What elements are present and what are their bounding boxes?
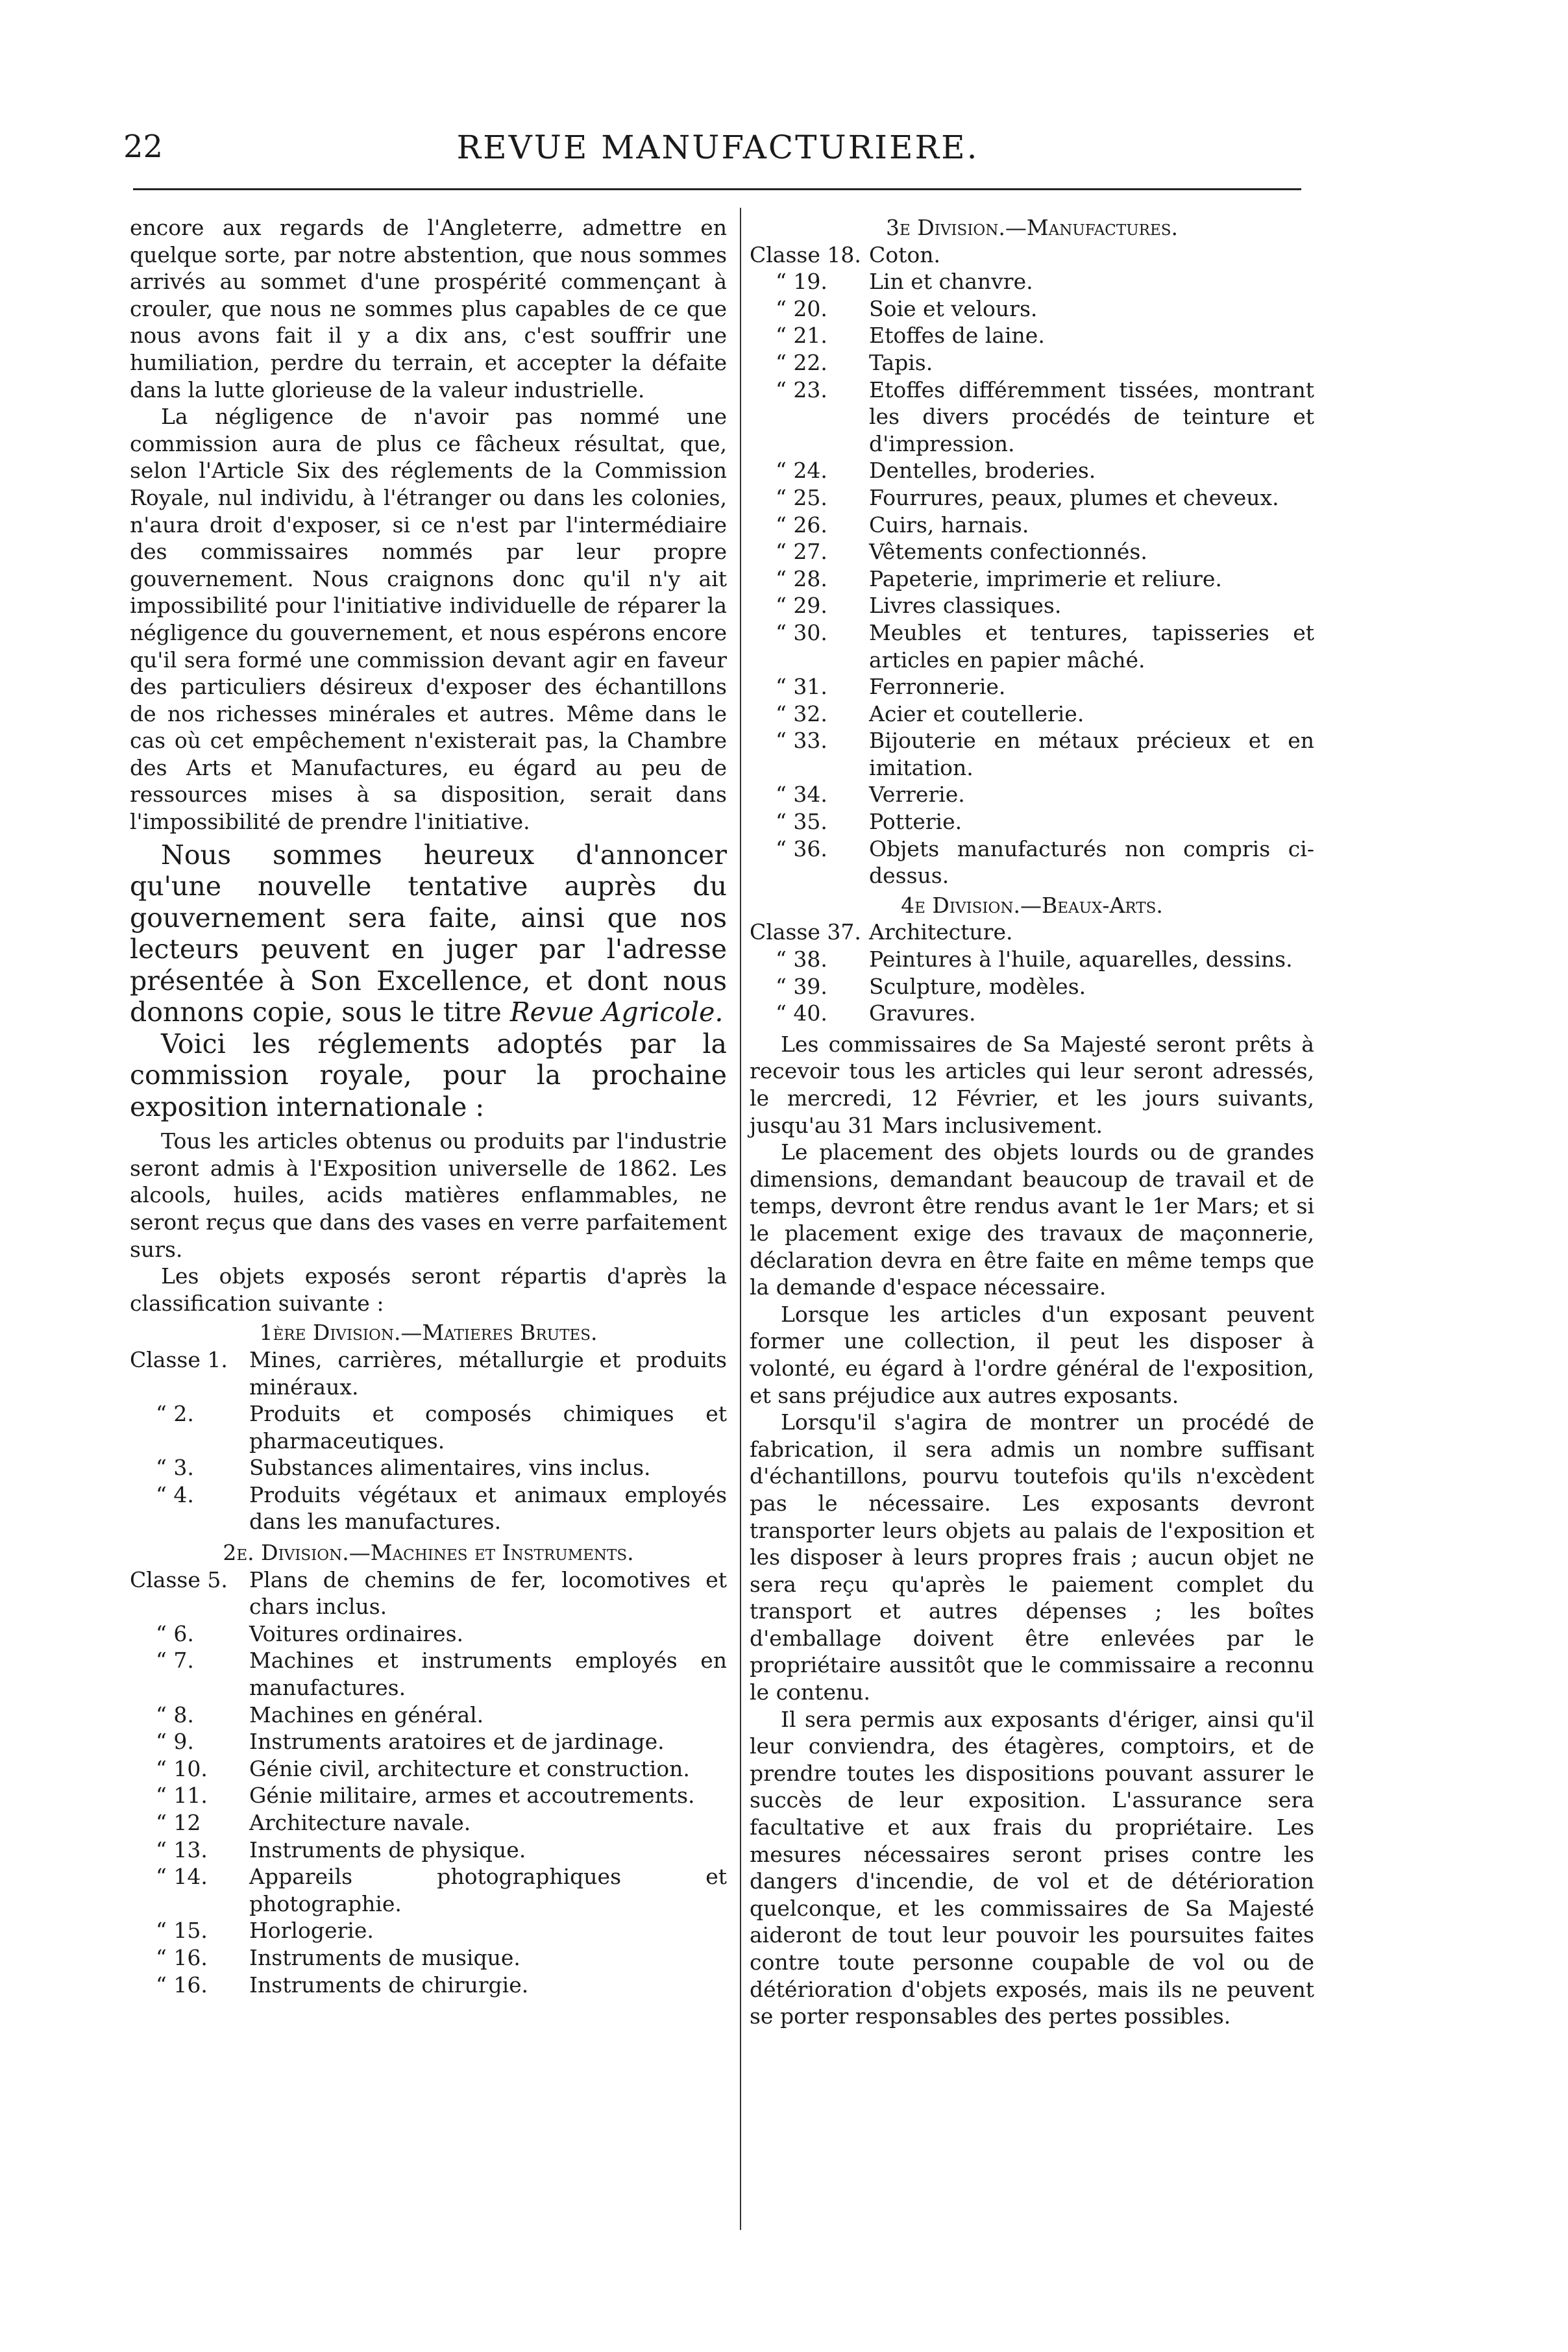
italic-title: Revue Agricole. [509, 997, 724, 1028]
class-text: Génie militaire, armes et accoutrements. [249, 1783, 695, 1809]
class-text: Produits végétaux et animaux employés dans les manufactures. [249, 1481, 727, 1535]
class-text: Soie et velours. [869, 295, 1038, 321]
list-item [750, 538, 1314, 565]
paragraph: Le placement des objets lourds ou de grandes dimensions, demandant beaucoup de travail et de temps, devront être rendus avant le 1er Mars; et si le placement exige des travaux de maçonnerie, déclaration devra en être faite en même temps que la demande d'espace nécessaire. [750, 1139, 1314, 1300]
class-label: “ 6. [156, 1620, 194, 1646]
class-label: “ 14. [156, 1864, 208, 1890]
class-label: “ 27. [776, 539, 827, 565]
list-item [750, 377, 1314, 458]
class-text: Etoffes de laine. [869, 323, 1045, 349]
class-label: “ 29. [776, 593, 827, 619]
class-list [130, 1346, 727, 1535]
page-header [123, 129, 1312, 174]
list-item [750, 241, 1314, 269]
class-label: “ 38. [776, 947, 827, 972]
paragraph: Il sera permis aux exposants d'ériger, ainsi qu'il leur conviendra, des étagères, comptoirs, et de prendre toutes les dispositions pouvant assurer le succès de leur exposition. L'assurance sera facultative et aux frais du propriétaire. Les mesures nécessaires seront prises contre les dangers d'incendie, de vol et de détérioration quelconque, et les commissaires de Sa Majesté aideront de tout leur pouvoir les poursuites faites contre toute personne coupable de vol ou de détérioration d'objets exposés, mais ils ne peuvent se porter responsables des pertes possibles. [750, 1706, 1314, 2029]
paragraph: Lorsque les articles d'un exposant peuvent former une collection, il peut les disposer à volonté, eu égard à l'ordre général de l'exposition, et sans préjudice aux autres exposants. [750, 1301, 1314, 1408]
class-text: Architecture navale. [249, 1810, 471, 1835]
class-text: Architecture. [869, 919, 1013, 945]
paragraph: Tous les articles obtenus ou produits par l'industrie seront admis à l'Exposition universelle de 1862. Les alcools, huiles, acids matières enflammables, ne seront reçus que dans des vases en verre parfaitement surs. [130, 1128, 727, 1262]
list-item [130, 1346, 727, 1400]
class-label: “ 28. [776, 565, 827, 591]
list-item [750, 484, 1314, 512]
class-text: Plans de chemins de fer, locomotives et chars inclus. [249, 1566, 727, 1620]
class-text: Génie civil, architecture et construction. [249, 1755, 690, 1781]
class-label: “ 35. [776, 809, 827, 835]
class-text: Acier et coutellerie. [869, 700, 1084, 726]
page-number: 22 [123, 129, 164, 165]
paragraph: Lorsqu'il s'agira de montrer un procédé de fabrication, il sera admis un nombre suffisant d'échantillons, pourvu toutefois qu'ils n'excèdent pas le nécessaire. Les exposants devront transporter leurs objets au palais de l'exposition et les disposer à leurs propres frais ; aucun objet ne sera reçu qu'après le paiement complet du transport et autres dépenses ; les boîtes d'emballage doivent être enlevées par le propriétaire aussitôt que le commissaire a reconnu le contenu. [750, 1409, 1314, 1705]
class-label: “ 10. [156, 1755, 208, 1781]
list-item [750, 973, 1314, 1000]
list-item [750, 349, 1314, 377]
class-label: “ 40. [776, 1000, 827, 1026]
class-text: Sculpture, modèles. [869, 973, 1086, 999]
list-item [750, 727, 1314, 781]
division-heading: 2e. Division.—Machines et Instruments. [223, 1540, 634, 1566]
class-text: Etoffes différemment tissées, montrant les divers procédés de teinture et d'impression. [869, 377, 1314, 456]
list-item [750, 565, 1314, 593]
paragraph: encore aux regards de l'Angleterre, admettre en quelque sorte, par notre abstention, que nous sommes arrivés au sommet d'une prospérité commençant à crouler, que nous ne sommes plus capables de ce que nous avons fait il y a dix ans, c'est souffrir une humiliation, perdre du terrain, et accepter la défaite dans la lutte glorieuse de la valeur industrielle. [130, 215, 727, 402]
list-item [750, 268, 1314, 295]
class-text: Tapis. [869, 349, 933, 375]
class-text: Instruments de musique. [249, 1944, 521, 1970]
class-label: “ 15. [156, 1918, 208, 1944]
class-text: Objets manufacturés non compris ci-dessus. [869, 836, 1314, 889]
class-label: “ 4. [156, 1481, 194, 1507]
list-item [750, 1000, 1314, 1027]
class-text: Instruments de chirurgie. [249, 1972, 529, 1998]
list-item [750, 700, 1314, 728]
class-label: “ 25. [776, 484, 827, 510]
left-column [130, 214, 727, 1998]
class-label: “ 39. [776, 973, 827, 999]
class-text: Appareils photographiques et photographie. [249, 1864, 727, 1916]
list-item [130, 1481, 727, 1535]
list-item [130, 1972, 727, 1999]
list-item [130, 1702, 727, 1729]
list-item [130, 1809, 727, 1837]
list-item [130, 1755, 727, 1783]
class-text: Coton. [869, 241, 940, 267]
right-column [750, 214, 1314, 2030]
class-label: Classe 5. [130, 1566, 228, 1592]
class-text: Papeterie, imprimerie et reliure. [869, 565, 1222, 591]
list-item [130, 1944, 727, 1972]
class-text: Ferronnerie. [869, 674, 1006, 700]
class-label: “ 19. [776, 269, 827, 295]
list-item [130, 1863, 727, 1917]
class-text: Mines, carrières, métallurgie et produits minéraux. [249, 1346, 727, 1400]
class-label: “ 20. [776, 295, 827, 321]
list-item [750, 836, 1314, 889]
class-text: Peintures à l'huile, aquarelles, dessins. [869, 947, 1293, 972]
list-item [130, 1917, 727, 1944]
list-item [750, 919, 1314, 946]
list-item [750, 457, 1314, 484]
class-list [750, 241, 1314, 889]
class-label: Classe 1. [130, 1346, 228, 1372]
class-label: Classe 37. [750, 919, 861, 945]
header-rule [133, 188, 1301, 190]
class-label: “ 36. [776, 836, 827, 861]
list-item [750, 295, 1314, 323]
class-text: Produits et composés chimiques et pharmaceutiques. [249, 1401, 727, 1454]
class-label: “ 30. [776, 619, 827, 645]
list-item [750, 673, 1314, 700]
list-item [130, 1454, 727, 1481]
class-text: Substances alimentaires, vins inclus. [249, 1455, 651, 1481]
class-text: Instruments de physique. [249, 1837, 526, 1863]
list-item [130, 1566, 727, 1620]
paragraph: Voici les réglements adoptés par la commission royale, pour la prochaine exposition internationale : [130, 1028, 727, 1122]
class-text: Gravures. [869, 1000, 976, 1026]
division-heading: 4e Division.—Beaux-Arts. [901, 892, 1163, 918]
division-heading: 3e Division.—Manufactures. [886, 215, 1178, 240]
class-label: “ 2. [156, 1401, 194, 1427]
list-item [750, 781, 1314, 808]
list-item [750, 808, 1314, 836]
list-item [750, 592, 1314, 619]
class-text: Instruments aratoires et de jardinage. [249, 1729, 665, 1755]
list-item [130, 1837, 727, 1864]
class-label: “ 16. [156, 1944, 208, 1970]
class-label: “ 32. [776, 700, 827, 726]
class-text: Bijouterie en métaux précieux et en imitation. [869, 728, 1314, 780]
class-text: Fourrures, peaux, plumes et cheveux. [869, 484, 1279, 510]
class-label: “ 7. [156, 1648, 194, 1674]
paragraph: Les commissaires de Sa Majesté seront prêts à recevoir tous les articles qui leur seront adressés, le mercredi, 12 Février, et les jours suivants, jusqu'au 31 Mars inclusivement. [750, 1031, 1314, 1138]
list-item [130, 1782, 727, 1809]
division-heading: 1ère Division.—Matieres Brutes. [259, 1320, 598, 1346]
list-item [130, 1647, 727, 1701]
class-text: Machines et instruments employés en manufactures. [249, 1648, 727, 1701]
column-divider [740, 208, 741, 2230]
class-text: Dentelles, broderies. [869, 458, 1096, 484]
paragraph [130, 839, 727, 1028]
class-list [130, 1566, 727, 1999]
list-item [130, 1400, 727, 1454]
class-text: Horlogerie. [249, 1918, 374, 1944]
list-item [750, 946, 1314, 973]
class-label: “ 33. [776, 728, 827, 754]
class-text: Meubles et tentures, tapisseries et articles en papier mâché. [869, 619, 1314, 673]
list-item [130, 1620, 727, 1648]
class-list [750, 919, 1314, 1026]
class-text: Verrerie. [869, 782, 965, 808]
class-label: “ 26. [776, 512, 827, 538]
class-text: Vêtements confectionnés. [869, 539, 1147, 565]
list-item [130, 1728, 727, 1755]
class-label: “ 11. [156, 1783, 208, 1809]
class-text: Voitures ordinaires. [249, 1620, 463, 1646]
class-label: “ 22. [776, 349, 827, 375]
paragraph: La négligence de n'avoir pas nommé une commission aura de plus ce fâcheux résultat, que, selon l'Article Six des réglements de la Commission Royale, nul individu, à l'étranger ou dans les colonies, n'aura droit d'exposer, si ce n'est par l'intermédiaire des commissaires nommés par leur propre gouvernement. Nous craignons donc qu'il n'y ait impossibilité pour l'initiative individuelle de réparer la négligence du gouvernement, et nous espérons encore qu'il sera formé une commission devant agir en faveur des particuliers désireux d'exposer des échantillons de nos richesses minérales et autres. Même dans le cas où cet empêchement n'existerait pas, la Chambre des Arts et Manufactures, eu égard au peu de ressources mises à sa disposition, serait dans l'impossibilité de prendre l'initiative. [130, 404, 727, 835]
journal-title: REVUE MANUFACTURIERE. [456, 129, 979, 166]
class-label: “ 24. [776, 458, 827, 484]
class-label: “ 13. [156, 1837, 208, 1863]
class-label: “ 8. [156, 1702, 194, 1727]
class-label: “ 23. [776, 377, 827, 402]
class-text: Livres classiques. [869, 593, 1062, 619]
class-label: “ 31. [776, 674, 827, 700]
class-text: Potterie. [869, 809, 962, 835]
class-label: “ 12 [156, 1810, 201, 1835]
class-label: “ 9. [156, 1729, 194, 1755]
list-item [750, 322, 1314, 349]
class-label: “ 34. [776, 782, 827, 808]
class-label: Classe 18. [750, 241, 861, 267]
list-item [750, 619, 1314, 673]
paragraph: Les objets exposés seront répartis d'après la classification suivante : [130, 1263, 727, 1316]
class-text: Cuirs, harnais. [869, 512, 1029, 538]
class-text: Machines en général. [249, 1702, 484, 1727]
list-item [750, 512, 1314, 539]
class-label: “ 3. [156, 1455, 194, 1481]
class-label: “ 21. [776, 323, 827, 349]
class-label: “ 16. [156, 1972, 208, 1998]
paragraph-text: Nous sommes heureux d'annoncer qu'une nouvelle tentative auprès du gouvernement sera faite, ainsi que nos lecteurs peuvent en juger par l'adresse présentée à Son Excellence, et dont nous donnons copie, sous le titre [130, 839, 727, 1028]
class-text: Lin et chanvre. [869, 269, 1033, 295]
